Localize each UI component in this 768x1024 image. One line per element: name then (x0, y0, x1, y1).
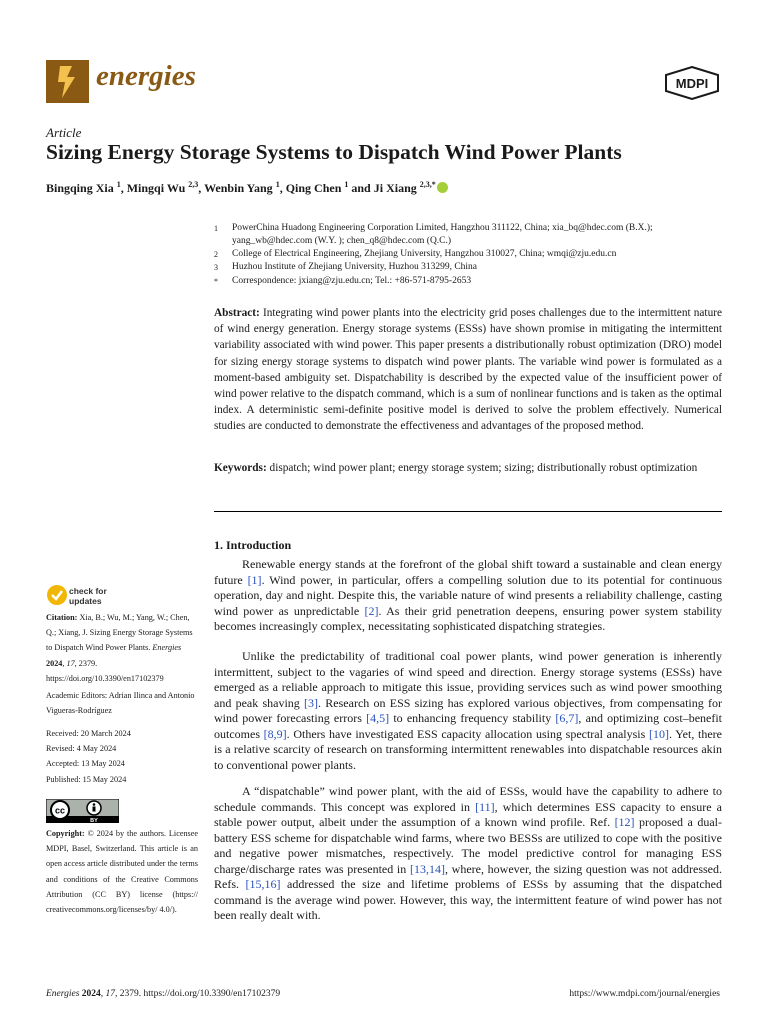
paper-title: Sizing Energy Storage Systems to Dispatch Wind Power Plants (46, 140, 622, 164)
citation-doi-link[interactable]: https://doi.org/10.3390/en17102379 (46, 673, 164, 683)
paragraph: Unlike the predictability of traditional coal power plants, wind power generation is inherently intermittent, subject to the vagaries of wind speed and direction. Energy storage systems (ESSs) have emerged as a reliable approach to mitigate this issue, providing services such as wind power smoothing and peak shaving [3]. Research on ESS sizing has explored various objectives, from compensating for wind power forecasting errors [4,5] to enhancing frequency stability [6,7], and optimizing cost–benefit outcomes [8,9]. Others have investigated ESS capacity allocation using spectral analysis [10]. Yet, there is a relative scarcity of research on transforming intermittent renewables into dispatchable resources akin to conventional power plants. (214, 649, 723, 772)
svg-text:cc: cc (54, 805, 66, 816)
affiliation: * Correspondence: jxiang@zju.edu.cn; Tel.: +86-571-8795-2653 (214, 276, 472, 286)
citation-link[interactable]: [11] (475, 799, 495, 814)
citation-link[interactable]: [8,9] (263, 726, 287, 741)
journal-logo (46, 60, 89, 103)
footer-citation: Energies 2024, 17, 2379. https://doi.org/10.3390/en17102379 (46, 989, 281, 999)
abstract (214, 305, 722, 435)
received-date: Received: 20 March 2024 (46, 729, 131, 738)
citation-link[interactable]: [2] (364, 603, 379, 618)
author-name: Mingqi Wu (126, 181, 186, 195)
citation-link[interactable]: [6,7] (555, 711, 579, 725)
citation-block: Citation: Xia, B.; Wu, M.; Yang, W.; Chen, Q.; Xiang, J. Sizing Energy Storage Systems to Dispatch Wind Power Plants. Energies 2024, 17, 2379. https://doi.org/10.3390/en17102379 (46, 613, 193, 683)
paragraph: Renewable energy stands at the forefront of the global shift toward a sustainable and clean energy future [1]. Wind power, in particular, offers a compelling solution due to its potential for continuous operation, day and night. Despite this, the variable nature of wind presents a reliability challenge, casting wind power as unpredictable [2]. As their grid penetration deepens, ensuring power system stability becomes increasingly complex, necessitating sophisticated dispatching strategies. (214, 557, 722, 633)
affiliation: 2 College of Electrical Engineering, Zhejiang University, Hangzhou 310027, China; wmqi@zju.edu.cn (214, 249, 617, 259)
author-name: Qing Chen (285, 181, 342, 195)
author-name: Wenbin Yang (204, 181, 273, 195)
citation-link[interactable]: [12] (614, 815, 635, 829)
mdpi-logo (664, 66, 720, 100)
divider (214, 511, 722, 512)
section-heading: 1. Introduction (214, 538, 292, 552)
author-list: Bingqing Xia $^1$, Mingqi Wu $^{2,3}$, Wenbin Yang $^1$, Qing Chen $^1$ and Ji Xiang $^{2,3,*}$ (46, 180, 448, 196)
affiliation: 3 Huzhou Institute of Zhejiang University, Huzhou 313299, China (214, 262, 478, 272)
citation-link[interactable]: [13,14] (409, 861, 445, 876)
mdpi-logo-text: MDPI (675, 76, 709, 91)
cc-by-license-icon[interactable] (46, 799, 119, 823)
journal-name: energies (96, 60, 196, 92)
orcid-icon[interactable] (437, 182, 448, 193)
abstract-text: Integrating wind power plants into the electricity grid poses challenges due to the intermittent nature of wind energy generation. Energy storage systems (ESSs) have shown promise in mitigating the intermittent variability associated with wind power. This paper presents a distributionally robust optimization (DRO) model for sizing energy storage systems to dispatch wind power plants. The variable wind power is formulated as a moment-based ambiguity set. Dispatchability is described by the expected value of the insufficient power of wind power relative to the dispatch command, which is a sum of nonlinear functions and is taken as the optimal index. A deterministic semi-definite positive model is derived to solve the problem effectively. Numerical studies are conducted to demonstrate the effectiveness and advantages of the proposed method. (214, 307, 722, 433)
accepted-date: Accepted: 13 May 2024 (46, 759, 125, 769)
citation-link[interactable]: [4,5] (366, 711, 390, 725)
abstract-label: Abstract: (214, 307, 260, 319)
keywords-label: Keywords: (214, 462, 267, 474)
dates-block (46, 726, 198, 787)
article-type: Article (46, 125, 82, 140)
published-date: Published: 15 May 2024 (46, 774, 127, 784)
check-for-updates-label[interactable]: check for updates (69, 586, 107, 606)
revised-date: Revised: 4 May 2024 (46, 744, 117, 754)
keywords (214, 460, 722, 476)
citation-link[interactable]: [3] (304, 695, 319, 710)
copyright-block: Copyright: © 2024 by the authors. Licensee MDPI, Basel, Switzerland. This article is an open access article distributed under the terms and conditions of the Creative Commons Attribution (CC BY) license (https:// creativecommons.org/licenses/by/ 4.0/). (46, 829, 199, 915)
citation-link[interactable]: [15,16] (245, 877, 281, 891)
affiliation: 1 PowerChina Huadong Engineering Corporation Limited, Hangzhou 311122, China; xia_bq@hdec.com (B.X.); yang_wb@hdec.com (W.Y. ); chen_q8@hdec.com (Q.C.) (214, 223, 653, 246)
author-name: Ji Xiang (373, 181, 417, 195)
paragraph: A “dispatchable” wind power plant, with the aid of ESSs, would have the capability to adhere to schedule commands. This concept was explored in [11], which determines ESS capacity to ensure a stable power output, albeit under the assumption of a known wind profile. Ref. [12] proposed a dual-battery ESS scheme for dispatchable wind farms, where two BESSs are utilized to cope with the positive and negative power mismatches, respectively. The model predictive control for managing ESS charge/discharge rates was presented in [13,14], where, however, the sizing question was not addressed. Refs. [15,16] addressed the size and lifetime problems of ESSs by assuming that the dispatched command is the average wind power. However, this way, the intermittent feature of wind power has not been really dealt with. (214, 784, 722, 922)
academic-editors: Academic Editors: Adrian Ilinca and Antonio Vigueras-Rodríguez (46, 691, 195, 716)
citation-link[interactable]: [1] (247, 572, 262, 587)
footer-journal-url[interactable]: https://www.mdpi.com/journal/energies (569, 989, 720, 999)
check-for-updates-icon[interactable] (46, 584, 68, 606)
author-name: Bingqing Xia (46, 181, 114, 195)
svg-text:BY: BY (90, 818, 98, 823)
citation-link[interactable]: [10] (648, 726, 669, 741)
keywords-text: dispatch; wind power plant; energy storage system; sizing; distributionally robust optimization (269, 462, 698, 474)
